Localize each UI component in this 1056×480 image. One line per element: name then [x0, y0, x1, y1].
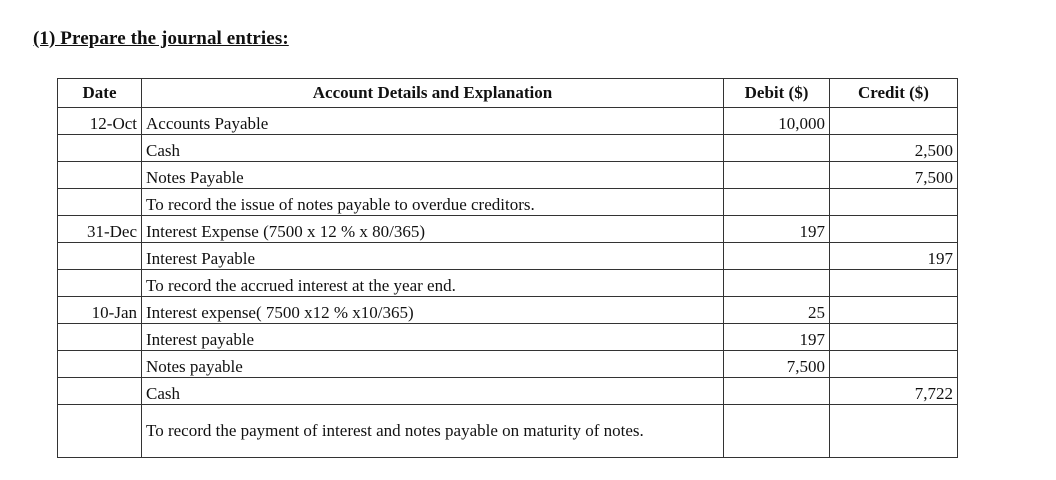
table-row [58, 162, 958, 189]
cell-account: Interest payable [142, 324, 724, 351]
header-debit: Debit ($) [724, 79, 830, 108]
cell-date: 31-Dec [58, 216, 142, 243]
table-row [58, 135, 958, 162]
page-heading: (1) Prepare the journal entries: [33, 28, 289, 49]
cell-credit: 7,500 [830, 162, 958, 189]
cell-date [58, 324, 142, 351]
cell-credit [830, 108, 958, 135]
cell-account: Cash [142, 135, 724, 162]
cell-account: To record the payment of interest and notes payable on maturity of notes. [142, 405, 724, 458]
cell-account: Notes Payable [142, 162, 724, 189]
cell-date [58, 243, 142, 270]
cell-credit: 2,500 [830, 135, 958, 162]
table-header-row [58, 79, 958, 108]
cell-account: Interest Expense (7500 x 12 % x 80/365) [142, 216, 724, 243]
table-row [58, 216, 958, 243]
cell-credit [830, 189, 958, 216]
cell-date [58, 270, 142, 297]
cell-credit: 7,722 [830, 378, 958, 405]
cell-credit: 197 [830, 243, 958, 270]
cell-credit [830, 405, 958, 458]
cell-credit [830, 324, 958, 351]
table-row [58, 405, 958, 458]
cell-debit [724, 405, 830, 458]
cell-date: 12-Oct [58, 108, 142, 135]
cell-account: Interest expense( 7500 x12 % x10/365) [142, 297, 724, 324]
cell-debit [724, 243, 830, 270]
cell-debit: 10,000 [724, 108, 830, 135]
cell-date [58, 162, 142, 189]
cell-credit [830, 351, 958, 378]
cell-account: Accounts Payable [142, 108, 724, 135]
cell-date [58, 189, 142, 216]
cell-date: 10-Jan [58, 297, 142, 324]
table-row [58, 324, 958, 351]
header-date: Date [58, 79, 142, 108]
table-row [58, 189, 958, 216]
table-row [58, 108, 958, 135]
cell-debit: 197 [724, 216, 830, 243]
cell-date [58, 405, 142, 458]
table-row [58, 297, 958, 324]
cell-debit [724, 378, 830, 405]
cell-debit: 197 [724, 324, 830, 351]
cell-debit: 7,500 [724, 351, 830, 378]
cell-debit [724, 189, 830, 216]
header-credit: Credit ($) [830, 79, 958, 108]
cell-account: To record the accrued interest at the year end. [142, 270, 724, 297]
cell-debit [724, 270, 830, 297]
journal-table [57, 78, 958, 458]
table-row [58, 351, 958, 378]
cell-date [58, 351, 142, 378]
cell-debit [724, 162, 830, 189]
cell-credit [830, 270, 958, 297]
cell-date [58, 135, 142, 162]
cell-account: Notes payable [142, 351, 724, 378]
cell-debit [724, 135, 830, 162]
cell-credit [830, 216, 958, 243]
cell-date [58, 378, 142, 405]
table-row [58, 270, 958, 297]
cell-account: Interest Payable [142, 243, 724, 270]
header-account: Account Details and Explanation [142, 79, 724, 108]
cell-account: To record the issue of notes payable to overdue creditors. [142, 189, 724, 216]
cell-account: Cash [142, 378, 724, 405]
table-row [58, 243, 958, 270]
cell-credit [830, 297, 958, 324]
table-row [58, 378, 958, 405]
cell-debit: 25 [724, 297, 830, 324]
